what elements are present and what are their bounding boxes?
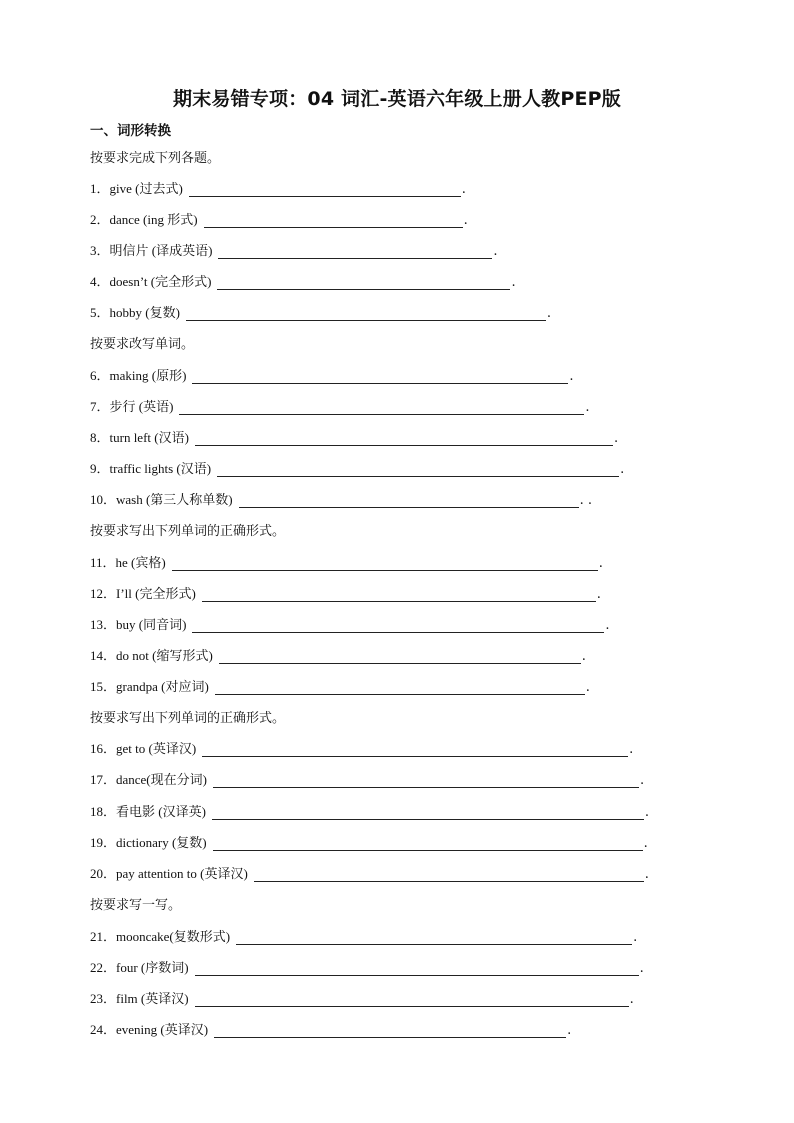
answer-blank[interactable] xyxy=(254,867,644,882)
ending-period: . xyxy=(629,992,634,1007)
answer-blank[interactable] xyxy=(236,930,632,945)
question-item xyxy=(90,644,586,664)
ending-period: . xyxy=(639,961,644,976)
question-item xyxy=(90,208,468,228)
question-item xyxy=(90,364,574,384)
answer-blank[interactable] xyxy=(192,618,604,633)
answer-blank[interactable] xyxy=(179,400,584,415)
answer-blank[interactable] xyxy=(239,493,579,508)
instruction-label: 按要求写出下列单词的正确形式。 xyxy=(90,711,286,726)
ending-period: . xyxy=(585,680,590,695)
ending-period: . xyxy=(644,805,650,820)
ending-period: . xyxy=(511,275,516,290)
answer-blank[interactable] xyxy=(202,587,596,602)
instruction-label: 按要求完成下列各题。 xyxy=(90,151,221,166)
question-prompt: 18．看电影 (汉译英) xyxy=(90,804,206,819)
question-prompt: 9．traffic lights (汉语) xyxy=(90,461,212,476)
instruction-text xyxy=(90,706,285,726)
answer-blank[interactable] xyxy=(213,773,639,788)
section-heading: 一、词形转换 xyxy=(90,123,171,139)
question-prompt: 7．步行 (英语) xyxy=(90,399,174,414)
question-prompt: 19．dictionary (复数) xyxy=(90,835,207,850)
answer-blank[interactable] xyxy=(219,649,581,664)
ending-period: . xyxy=(493,244,498,259)
question-item xyxy=(90,800,649,820)
question-prompt: 1．give (过去式) xyxy=(90,181,183,196)
question-prompt: 8．turn left (汉语) xyxy=(90,430,189,445)
question-prompt: 15．grandpa (对应词) xyxy=(90,679,209,694)
answer-blank[interactable] xyxy=(212,805,644,820)
question-item xyxy=(90,768,644,788)
question-prompt: 24．evening (英译汉) xyxy=(90,1022,209,1037)
instruction-label: 按要求写出下列单词的正确形式。 xyxy=(90,524,286,539)
instruction-text xyxy=(90,146,220,166)
question-item xyxy=(90,551,603,571)
question-item xyxy=(90,426,618,446)
answer-blank[interactable] xyxy=(204,213,463,228)
ending-period: . xyxy=(598,556,603,571)
ending-period: . xyxy=(643,836,648,851)
ending-period: . xyxy=(569,369,574,384)
question-item xyxy=(90,613,610,633)
question-item xyxy=(90,582,601,602)
question-item xyxy=(90,862,649,882)
question-item xyxy=(90,1018,571,1038)
question-prompt: 4．doesn’t (完全形式) xyxy=(90,274,212,289)
answer-blank[interactable] xyxy=(192,369,568,384)
answer-blank[interactable] xyxy=(218,244,492,259)
ending-period: . xyxy=(613,431,619,446)
ending-period: . xyxy=(629,742,634,757)
ending-period: . xyxy=(463,213,468,228)
answer-blank[interactable] xyxy=(195,992,629,1007)
question-prompt: 17．dance(现在分词) xyxy=(90,772,207,787)
answer-blank[interactable] xyxy=(202,742,628,757)
question-item xyxy=(90,956,644,976)
question-item xyxy=(90,831,648,851)
ending-period: . xyxy=(644,867,649,882)
ending-period: . xyxy=(620,462,625,477)
ending-period: . xyxy=(461,182,466,197)
ending-period: . . xyxy=(579,493,593,508)
question-prompt: 14．do not (缩写形式) xyxy=(90,648,213,663)
question-prompt: 6．making (原形) xyxy=(90,368,187,383)
ending-period: . xyxy=(596,587,601,602)
answer-blank[interactable] xyxy=(195,961,639,976)
question-prompt: 23．film (英译汉) xyxy=(90,991,189,1006)
instruction-text xyxy=(90,893,181,913)
question-prompt: 13．buy (同音词) xyxy=(90,617,187,632)
ending-period: . xyxy=(633,930,638,945)
instruction-text xyxy=(90,332,194,352)
question-prompt: 21．mooncake(复数形式) xyxy=(90,929,231,944)
question-prompt: 22．four (序数词) xyxy=(90,960,189,975)
question-item xyxy=(90,270,516,290)
question-item xyxy=(90,395,590,415)
answer-blank[interactable] xyxy=(214,1023,566,1038)
instruction-text xyxy=(90,519,285,539)
page-title: 期末易错专项：04 词汇-英语六年级上册人教PEP版 xyxy=(173,88,621,110)
answer-blank[interactable] xyxy=(189,182,461,197)
question-item xyxy=(90,301,551,321)
answer-blank[interactable] xyxy=(195,431,613,446)
ending-period: . xyxy=(546,306,552,321)
ending-period: . xyxy=(639,773,645,788)
question-prompt: 5．hobby (复数) xyxy=(90,305,180,320)
question-prompt: 11．he (宾格) xyxy=(90,555,166,570)
ending-period: . xyxy=(581,649,586,664)
question-item xyxy=(90,457,624,477)
answer-blank[interactable] xyxy=(217,462,619,477)
answer-blank[interactable] xyxy=(217,275,510,290)
answer-blank[interactable] xyxy=(215,680,585,695)
question-item xyxy=(90,925,637,945)
instruction-label: 按要求改写单词。 xyxy=(90,337,195,352)
ending-period: . xyxy=(567,1023,572,1038)
answer-blank[interactable] xyxy=(213,836,643,851)
question-prompt: 16．get to (英译汉) xyxy=(90,741,197,756)
question-prompt: 20．pay attention to (英译汉) xyxy=(90,866,248,881)
question-prompt: 10．wash (第三人称单数) xyxy=(90,492,233,507)
ending-period: . xyxy=(585,400,590,415)
ending-period: . xyxy=(605,618,610,633)
question-prompt: 2．dance (ing 形式) xyxy=(90,212,198,227)
question-prompt: 12．I’ll (完全形式) xyxy=(90,586,196,601)
answer-blank[interactable] xyxy=(172,556,598,571)
question-item xyxy=(90,987,634,1007)
question-item xyxy=(90,488,592,508)
question-item xyxy=(90,675,590,695)
instruction-label: 按要求写一写。 xyxy=(90,898,182,913)
question-item xyxy=(90,737,633,757)
question-item xyxy=(90,177,466,197)
question-item xyxy=(90,239,498,259)
question-prompt: 3．明信片 (译成英语) xyxy=(90,243,213,258)
answer-blank[interactable] xyxy=(186,306,546,321)
